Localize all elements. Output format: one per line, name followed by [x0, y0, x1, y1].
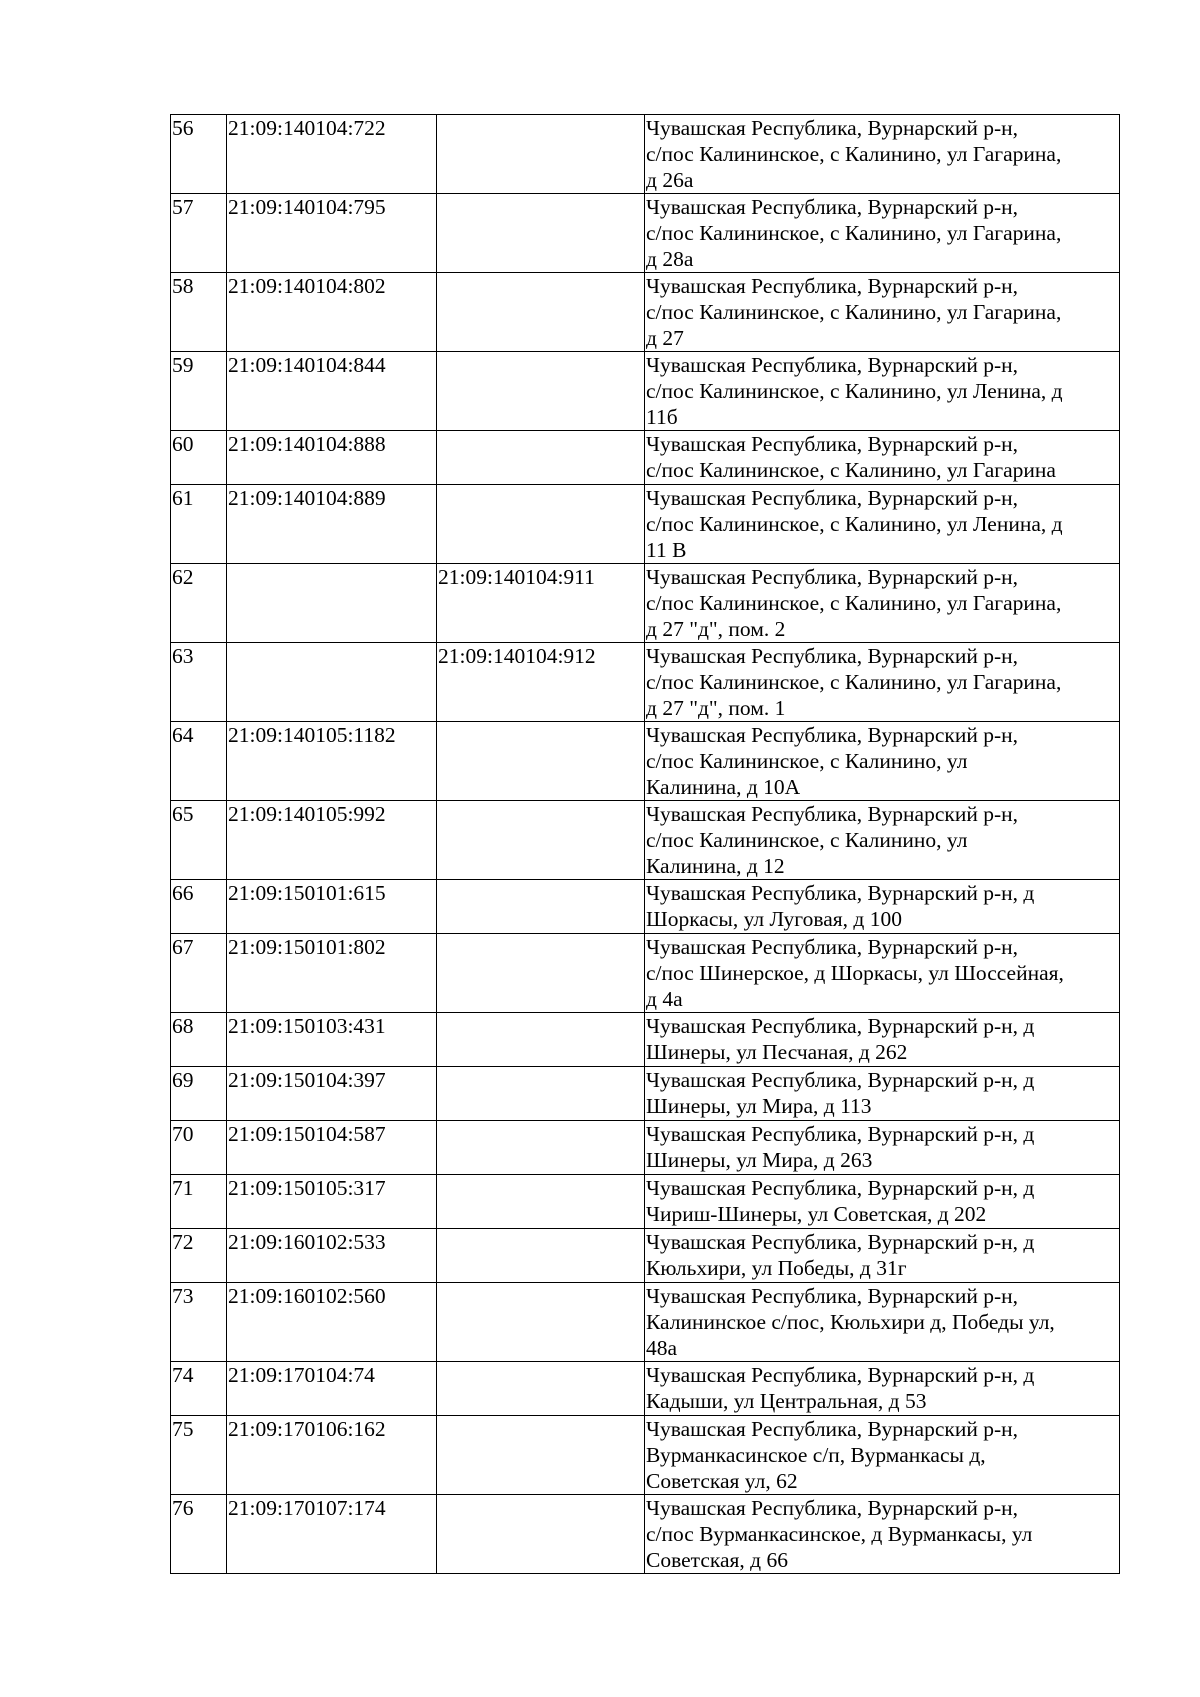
- table-row: [171, 564, 1120, 643]
- table-row: [171, 934, 1120, 1013]
- land-cadastral-number-cell: 21:09:140104:722: [227, 115, 437, 194]
- address-cell: [645, 194, 1120, 273]
- address-line: Чувашская Республика, Вурнарский р-н,: [646, 432, 1018, 456]
- address-line: Калинина, д 10А: [646, 775, 801, 799]
- address-line: д 27 "д", пом. 2: [646, 617, 786, 641]
- address-line: Чувашская Республика, Вурнарский р-н, д: [646, 1176, 1035, 1200]
- building-cadastral-number-cell: [437, 273, 645, 352]
- land-cadastral-number-cell: 21:09:170106:162: [227, 1416, 437, 1495]
- row-number-cell: 66: [171, 880, 227, 934]
- row-number-cell: 61: [171, 485, 227, 564]
- address-cell: [645, 880, 1120, 934]
- table-row: [171, 880, 1120, 934]
- address-cell: [645, 643, 1120, 722]
- address-cell: [645, 352, 1120, 431]
- table-row: [171, 115, 1120, 194]
- address-line: Чувашская Республика, Вурнарский р-н,: [646, 353, 1018, 377]
- address-line: Чувашская Республика, Вурнарский р-н,: [646, 644, 1018, 668]
- address-line: Чувашская Республика, Вурнарский р-н, д: [646, 1014, 1035, 1038]
- row-number-cell: 63: [171, 643, 227, 722]
- row-number-cell: 58: [171, 273, 227, 352]
- table-row: [171, 801, 1120, 880]
- table-row: [171, 1013, 1120, 1067]
- land-cadastral-number-cell: 21:09:140104:802: [227, 273, 437, 352]
- row-number-cell: 69: [171, 1067, 227, 1121]
- address-cell: [645, 722, 1120, 801]
- address-line: Чувашская Республика, Вурнарский р-н,: [646, 1496, 1018, 1520]
- address-line: с/пос Калининское, с Калинино, ул Гагарина,: [646, 591, 1062, 615]
- address-line: с/пос Калининское, с Калинино, ул Ленина, д: [646, 512, 1063, 536]
- address-line: с/пос Калининское, с Калинино, ул Ленина, д: [646, 379, 1063, 403]
- table-row: [171, 722, 1120, 801]
- table-row: [171, 352, 1120, 431]
- building-cadastral-number-cell: [437, 1175, 645, 1229]
- address-line: с/пос Калининское, с Калинино, ул Гагарина: [646, 458, 1056, 482]
- row-number-cell: 68: [171, 1013, 227, 1067]
- address-line: д 4а: [646, 987, 683, 1011]
- building-cadastral-number-cell: [437, 1067, 645, 1121]
- address-line: д 28а: [646, 247, 694, 271]
- row-number-cell: 62: [171, 564, 227, 643]
- address-line: Кадыши, ул Центральная, д 53: [646, 1389, 927, 1413]
- land-cadastral-number-cell: 21:09:150103:431: [227, 1013, 437, 1067]
- land-cadastral-number-cell: [227, 564, 437, 643]
- address-cell: [645, 1229, 1120, 1283]
- address-line: Кюльхири, ул Победы, д 31г: [646, 1256, 907, 1280]
- address-line: д 26а: [646, 168, 694, 192]
- row-number-cell: 74: [171, 1362, 227, 1416]
- table-row: [171, 1121, 1120, 1175]
- building-cadastral-number-cell: [437, 934, 645, 1013]
- land-cadastral-number-cell: 21:09:170104:74: [227, 1362, 437, 1416]
- address-line: Чувашская Республика, Вурнарский р-н, д: [646, 881, 1035, 905]
- address-line: 11 В: [646, 538, 687, 562]
- address-line: Чувашская Республика, Вурнарский р-н,: [646, 1284, 1018, 1308]
- row-number-cell: 70: [171, 1121, 227, 1175]
- address-line: 48а: [646, 1336, 678, 1360]
- building-cadastral-number-cell: [437, 352, 645, 431]
- row-number-cell: 59: [171, 352, 227, 431]
- address-cell: [645, 801, 1120, 880]
- address-line: Чувашская Республика, Вурнарский р-н,: [646, 274, 1018, 298]
- row-number-cell: 65: [171, 801, 227, 880]
- row-number-cell: 57: [171, 194, 227, 273]
- building-cadastral-number-cell: [437, 1283, 645, 1362]
- address-line: д 27: [646, 326, 684, 350]
- address-line: Чувашская Республика, Вурнарский р-н, д: [646, 1068, 1035, 1092]
- address-line: с/пос Калининское, с Калинино, ул: [646, 749, 968, 773]
- address-line: Шоркасы, ул Луговая, д 100: [646, 907, 902, 931]
- address-line: Чувашская Республика, Вурнарский р-н,: [646, 486, 1018, 510]
- address-line: с/пос Калининское, с Калинино, ул Гагарина,: [646, 300, 1062, 324]
- land-cadastral-number-cell: 21:09:170107:174: [227, 1495, 437, 1574]
- address-line: Чувашская Республика, Вурнарский р-н,: [646, 195, 1018, 219]
- address-line: Чириш-Шинеры, ул Советская, д 202: [646, 1202, 987, 1226]
- address-cell: [645, 1013, 1120, 1067]
- table-row: [171, 194, 1120, 273]
- row-number-cell: 60: [171, 431, 227, 485]
- row-number-cell: 75: [171, 1416, 227, 1495]
- address-line: Советская ул, 62: [646, 1469, 798, 1493]
- table-row: [171, 1416, 1120, 1495]
- building-cadastral-number-cell: [437, 1495, 645, 1574]
- address-line: Чувашская Республика, Вурнарский р-н, д: [646, 1122, 1035, 1146]
- address-line: Шинеры, ул Мира, д 263: [646, 1148, 873, 1172]
- address-line: Чувашская Республика, Вурнарский р-н,: [646, 1417, 1018, 1441]
- land-cadastral-number-cell: 21:09:140105:1182: [227, 722, 437, 801]
- land-cadastral-number-cell: 21:09:140105:992: [227, 801, 437, 880]
- table-body: [171, 115, 1120, 1574]
- property-table: [170, 114, 1120, 1574]
- land-cadastral-number-cell: 21:09:160102:533: [227, 1229, 437, 1283]
- table-row: [171, 1067, 1120, 1121]
- address-line: Калинина, д 12: [646, 854, 785, 878]
- building-cadastral-number-cell: [437, 1229, 645, 1283]
- land-cadastral-number-cell: 21:09:140104:795: [227, 194, 437, 273]
- land-cadastral-number-cell: 21:09:150104:397: [227, 1067, 437, 1121]
- land-cadastral-number-cell: [227, 643, 437, 722]
- building-cadastral-number-cell: [437, 1121, 645, 1175]
- address-line: Чувашская Республика, Вурнарский р-н, д: [646, 1363, 1035, 1387]
- land-cadastral-number-cell: 21:09:160102:560: [227, 1283, 437, 1362]
- address-line: с/пос Вурманкасинское, д Вурманкасы, ул: [646, 1522, 1033, 1546]
- table-row: [171, 431, 1120, 485]
- address-line: Советская, д 66: [646, 1548, 788, 1572]
- table-row: [171, 1362, 1120, 1416]
- building-cadastral-number-cell: [437, 1362, 645, 1416]
- address-line: с/пос Калининское, с Калинино, ул: [646, 828, 968, 852]
- building-cadastral-number-cell: [437, 880, 645, 934]
- land-cadastral-number-cell: 21:09:140104:844: [227, 352, 437, 431]
- address-line: д 27 "д", пом. 1: [646, 696, 786, 720]
- row-number-cell: 56: [171, 115, 227, 194]
- address-line: Чувашская Республика, Вурнарский р-н,: [646, 802, 1018, 826]
- address-cell: [645, 115, 1120, 194]
- address-line: Калининское с/пос, Кюльхири д, Победы ул,: [646, 1310, 1055, 1334]
- building-cadastral-number-cell: [437, 485, 645, 564]
- building-cadastral-number-cell: [437, 1013, 645, 1067]
- row-number-cell: 64: [171, 722, 227, 801]
- address-cell: [645, 934, 1120, 1013]
- address-line: Чувашская Республика, Вурнарский р-н,: [646, 565, 1018, 589]
- address-line: Вурманкасинское с/п, Вурманкасы д,: [646, 1443, 986, 1467]
- address-cell: [645, 1067, 1120, 1121]
- building-cadastral-number-cell: [437, 801, 645, 880]
- address-cell: [645, 1175, 1120, 1229]
- address-cell: [645, 485, 1120, 564]
- address-line: с/пос Калининское, с Калинино, ул Гагарина,: [646, 670, 1062, 694]
- table-row: [171, 1175, 1120, 1229]
- address-line: с/пос Калининское, с Калинино, ул Гагарина,: [646, 142, 1062, 166]
- row-number-cell: 73: [171, 1283, 227, 1362]
- table-row: [171, 643, 1120, 722]
- land-cadastral-number-cell: 21:09:150101:615: [227, 880, 437, 934]
- row-number-cell: 72: [171, 1229, 227, 1283]
- address-cell: [645, 431, 1120, 485]
- address-line: Чувашская Республика, Вурнарский р-н,: [646, 116, 1018, 140]
- table-row: [171, 273, 1120, 352]
- address-line: Чувашская Республика, Вурнарский р-н, д: [646, 1230, 1035, 1254]
- row-number-cell: 67: [171, 934, 227, 1013]
- building-cadastral-number-cell: [437, 194, 645, 273]
- address-line: Шинеры, ул Песчаная, д 262: [646, 1040, 908, 1064]
- table-row: [171, 1283, 1120, 1362]
- address-cell: [645, 273, 1120, 352]
- address-cell: [645, 1121, 1120, 1175]
- table-row: [171, 1495, 1120, 1574]
- address-line: 11б: [646, 405, 678, 429]
- building-cadastral-number-cell: [437, 722, 645, 801]
- address-cell: [645, 1495, 1120, 1574]
- building-cadastral-number-cell: [437, 115, 645, 194]
- building-cadastral-number-cell: [437, 431, 645, 485]
- address-cell: [645, 1362, 1120, 1416]
- address-line: с/пос Шинерское, д Шоркасы, ул Шоссейная,: [646, 961, 1064, 985]
- address-line: Шинеры, ул Мира, д 113: [646, 1094, 872, 1118]
- land-cadastral-number-cell: 21:09:150101:802: [227, 934, 437, 1013]
- building-cadastral-number-cell: 21:09:140104:912: [437, 643, 645, 722]
- address-cell: [645, 1416, 1120, 1495]
- row-number-cell: 76: [171, 1495, 227, 1574]
- row-number-cell: 71: [171, 1175, 227, 1229]
- address-line: с/пос Калининское, с Калинино, ул Гагарина,: [646, 221, 1062, 245]
- address-line: Чувашская Республика, Вурнарский р-н,: [646, 723, 1018, 747]
- table-row: [171, 1229, 1120, 1283]
- table-row: [171, 485, 1120, 564]
- address-line: Чувашская Республика, Вурнарский р-н,: [646, 935, 1018, 959]
- land-cadastral-number-cell: 21:09:140104:888: [227, 431, 437, 485]
- address-cell: [645, 1283, 1120, 1362]
- land-cadastral-number-cell: 21:09:150105:317: [227, 1175, 437, 1229]
- building-cadastral-number-cell: 21:09:140104:911: [437, 564, 645, 643]
- address-cell: [645, 564, 1120, 643]
- land-cadastral-number-cell: 21:09:140104:889: [227, 485, 437, 564]
- building-cadastral-number-cell: [437, 1416, 645, 1495]
- land-cadastral-number-cell: 21:09:150104:587: [227, 1121, 437, 1175]
